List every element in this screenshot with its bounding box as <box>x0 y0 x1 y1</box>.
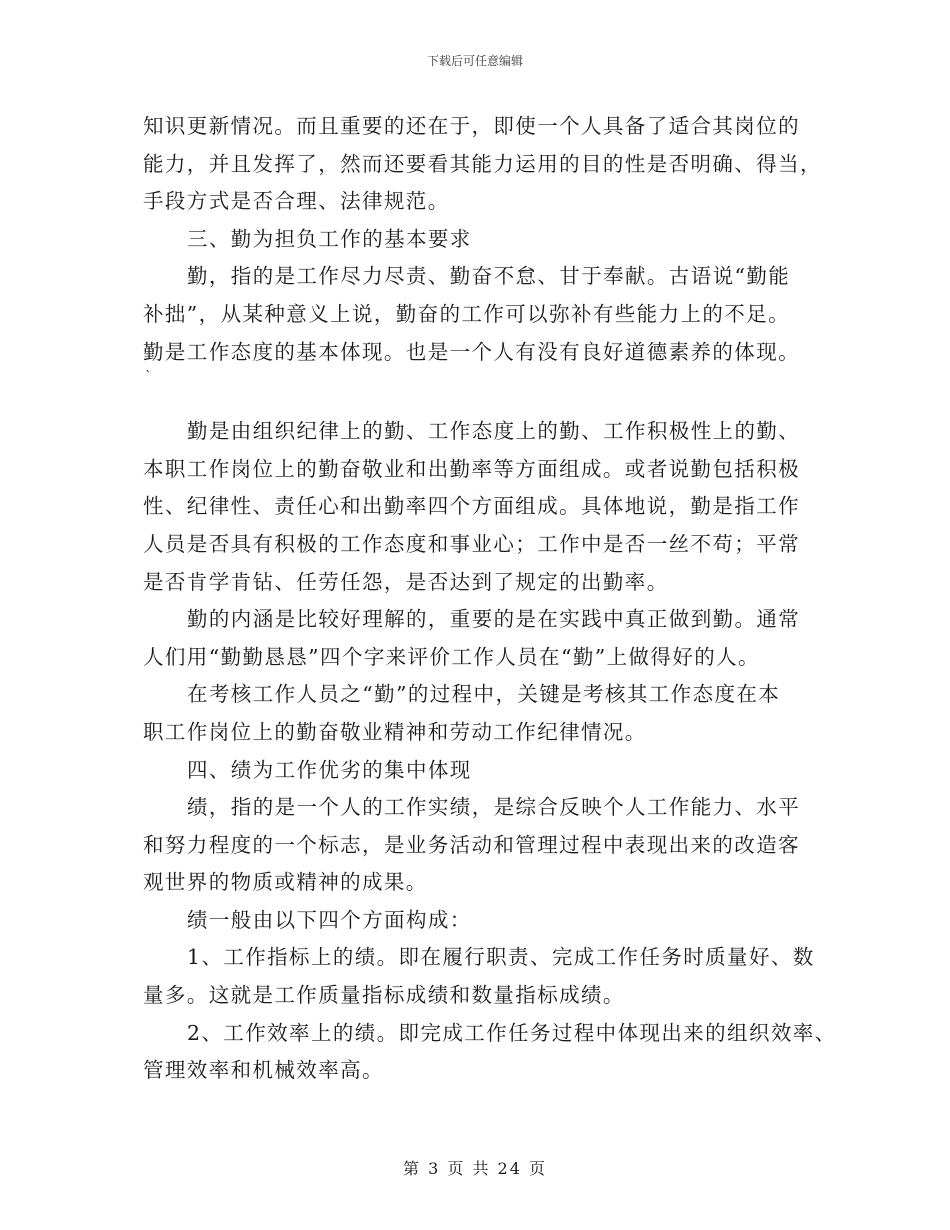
text-line: 手段方式是否合理、法律规范。 <box>143 189 450 214</box>
text-line: 勤，指的是工作尽力尽责、勤奋不怠、甘于奉献。古语说“勤能 <box>187 264 791 289</box>
text-line: 知识更新情况。而且重要的还在于，即使一个人具备了适合其岗位的 <box>143 114 800 138</box>
stray-tick-mark: ` <box>145 369 154 386</box>
text-line: 职工作岗位上的勤奋敬业精神和劳动工作纪律情况。 <box>143 719 647 744</box>
text-line: 在考核工作人员之“勤”的过程中，关键是考核其工作态度在本 <box>187 682 781 707</box>
text-line: 补拙”，从某种意义上说，勤奋的工作可以弥补有些能力上的不足。 <box>143 301 790 326</box>
text-line: 勤是由组织纪律上的勤、工作态度上的勤、工作积极性上的勤、 <box>187 419 801 444</box>
text-line: 人们用“勤勤恳恳”四个字来评价工作人员在“勤”上做得好的人。 <box>143 644 760 669</box>
text-line: 观世界的物质或精神的成果。 <box>143 870 428 895</box>
text-line: 能力，并且发挥了，然而还要看其能力运用的目的性是否明确、得当， <box>143 151 822 176</box>
paragraph-gap <box>143 393 833 413</box>
page-header: 下载后可任意编辑 <box>426 54 523 68</box>
text-line: 本职工作岗位上的勤奋敬业和出勤率等方面组成。或者说勤包括积极 <box>143 456 800 481</box>
text-line: 量多。这就是工作质量指标成绩和数量指标成绩。 <box>143 983 625 1008</box>
text-line: 是否肯学肯钻、任劳任怨，是否达到了规定的出勤率。 <box>143 569 669 594</box>
text-line: 管理效率和机械效率高。 <box>143 1058 384 1083</box>
text-line: 1、工作指标上的绩。即在履行职责、完成工作任务时质量好、数 <box>187 945 815 970</box>
text-line: 2、工作效率上的绩。即完成工作任务过程中体现出来的组织效率、 <box>187 1020 837 1045</box>
text-line: 性、纪律性、责任心和出勤率四个方面组成。具体地说，勤是指工作 <box>143 494 800 519</box>
text-line: 绩一般由以下四个方面构成： <box>187 907 472 932</box>
page-footer: 第 3 页 共 24 页 <box>403 1159 547 1178</box>
document-body <box>143 108 837 1090</box>
text-line: 和努力程度的一个标志，是业务活动和管理过程中表现出来的改造客 <box>143 832 800 857</box>
paragraph-block-b <box>143 413 837 1090</box>
text-line: 勤是工作态度的基本体现。也是一个人有没有良好道德素养的体现。 <box>143 339 800 364</box>
paragraph-block-a <box>143 108 833 371</box>
text-line: 勤的内涵是比较好理解的，重要的是在实践中真正做到勤。通常 <box>187 607 801 632</box>
text-line: 人员是否具有积极的工作态度和事业心；工作中是否一丝不苟；平常 <box>143 531 800 556</box>
text-line: 四、绩为工作优劣的集中体现 <box>187 757 472 782</box>
text-line: 绩，指的是一个人的工作实绩，是综合反映个人工作能力、水平 <box>187 795 801 820</box>
text-line: 三、勤为担负工作的基本要求 <box>187 226 472 251</box>
